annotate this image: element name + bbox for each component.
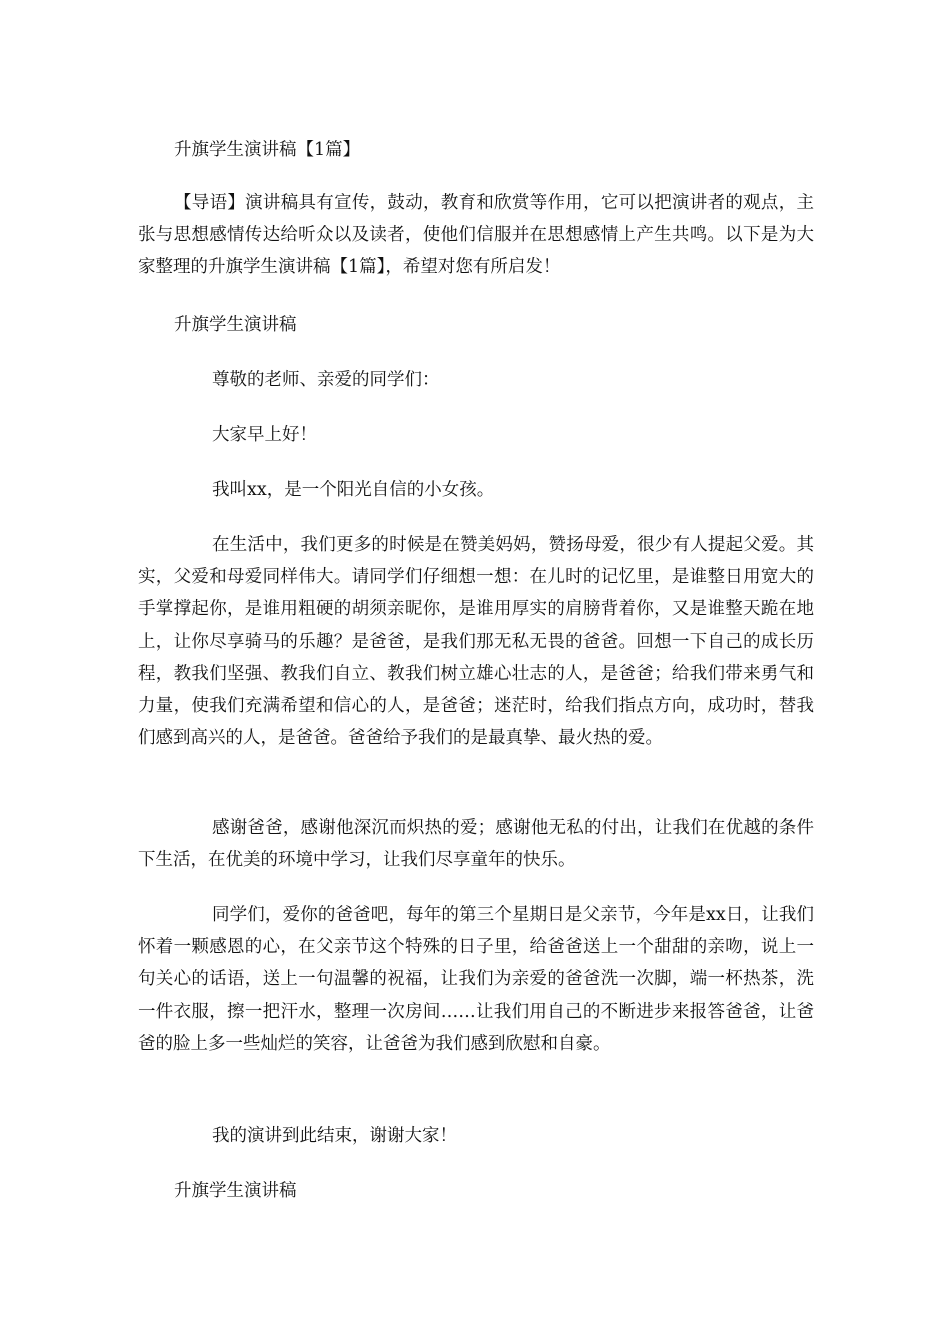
intro-paragraph: 【导语】演讲稿具有宣传，鼓动，教育和欣赏等作用，它可以把演讲者的观点，主张与思想感情传达给听众以及读者，使他们信服并在思想感情上产生共鸣。以下是为大家整理的升旗学生演讲稿【1篇】，希望对您有所启发！: [138, 193, 814, 278]
body-paragraph-thanks: 感谢爸爸，感谢他深沉而炽热的爱；感谢他无私的付出，让我们在优越的条件下生活，在优美的环境中学习，让我们尽享童年的快乐。: [138, 818, 814, 871]
section-heading: 升旗学生演讲稿: [174, 315, 297, 335]
footer-heading: 升旗学生演讲稿: [174, 1181, 297, 1201]
body-paragraph-fathers-day: 同学们，爱你的爸爸吧，每年的第三个星期日是父亲节，今年是xx日，让我们怀着一颗感恩的心，在父亲节这个特殊的日子里，给爸爸送上一个甜甜的亲吻，说上一句关心的话语，送上一句温馨的祝福，让我们为亲爱的爸爸洗一次脚，端一杯热茶，洗一件衣服，擦一把汗水，整理一次房间……让我们用自己的不断进步来报答爸爸，让爸爸的脸上多一些灿烂的笑容，让爸爸为我们感到欣慰和自豪。: [138, 905, 814, 1054]
greeting: 大家早上好！: [212, 425, 317, 445]
self-introduction: 我叫xx，是一个阳光自信的小女孩。: [212, 480, 495, 500]
closing-line: 我的演讲到此结束，谢谢大家！: [212, 1126, 457, 1146]
salutation: 尊敬的老师、亲爱的同学们：: [212, 370, 440, 390]
document-title: 升旗学生演讲稿【1篇】: [174, 140, 361, 160]
body-paragraph-father-love: 在生活中，我们更多的时候是在赞美妈妈，赞扬母爱，很少有人提起父爱。其实，父爱和母爱同样伟大。请同学们仔细想一想：在儿时的记忆里，是谁整日用宽大的手掌撑起你，是谁用粗硬的胡须亲昵你，是谁用厚实的肩膀背着你，又是谁整天跪在地上，让你尽享骑马的乐趣？是爸爸，是我们那无私无畏的爸爸。回想一下自己的成长历程，教我们坚强、教我们自立、教我们树立雄心壮志的人，是爸爸；给我们带来勇气和力量，使我们充满希望和信心的人，是爸爸；迷茫时，给我们指点方向，成功时，替我们感到高兴的人，是爸爸。爸爸给予我们的是最真挚、最火热的爱。: [138, 535, 814, 749]
